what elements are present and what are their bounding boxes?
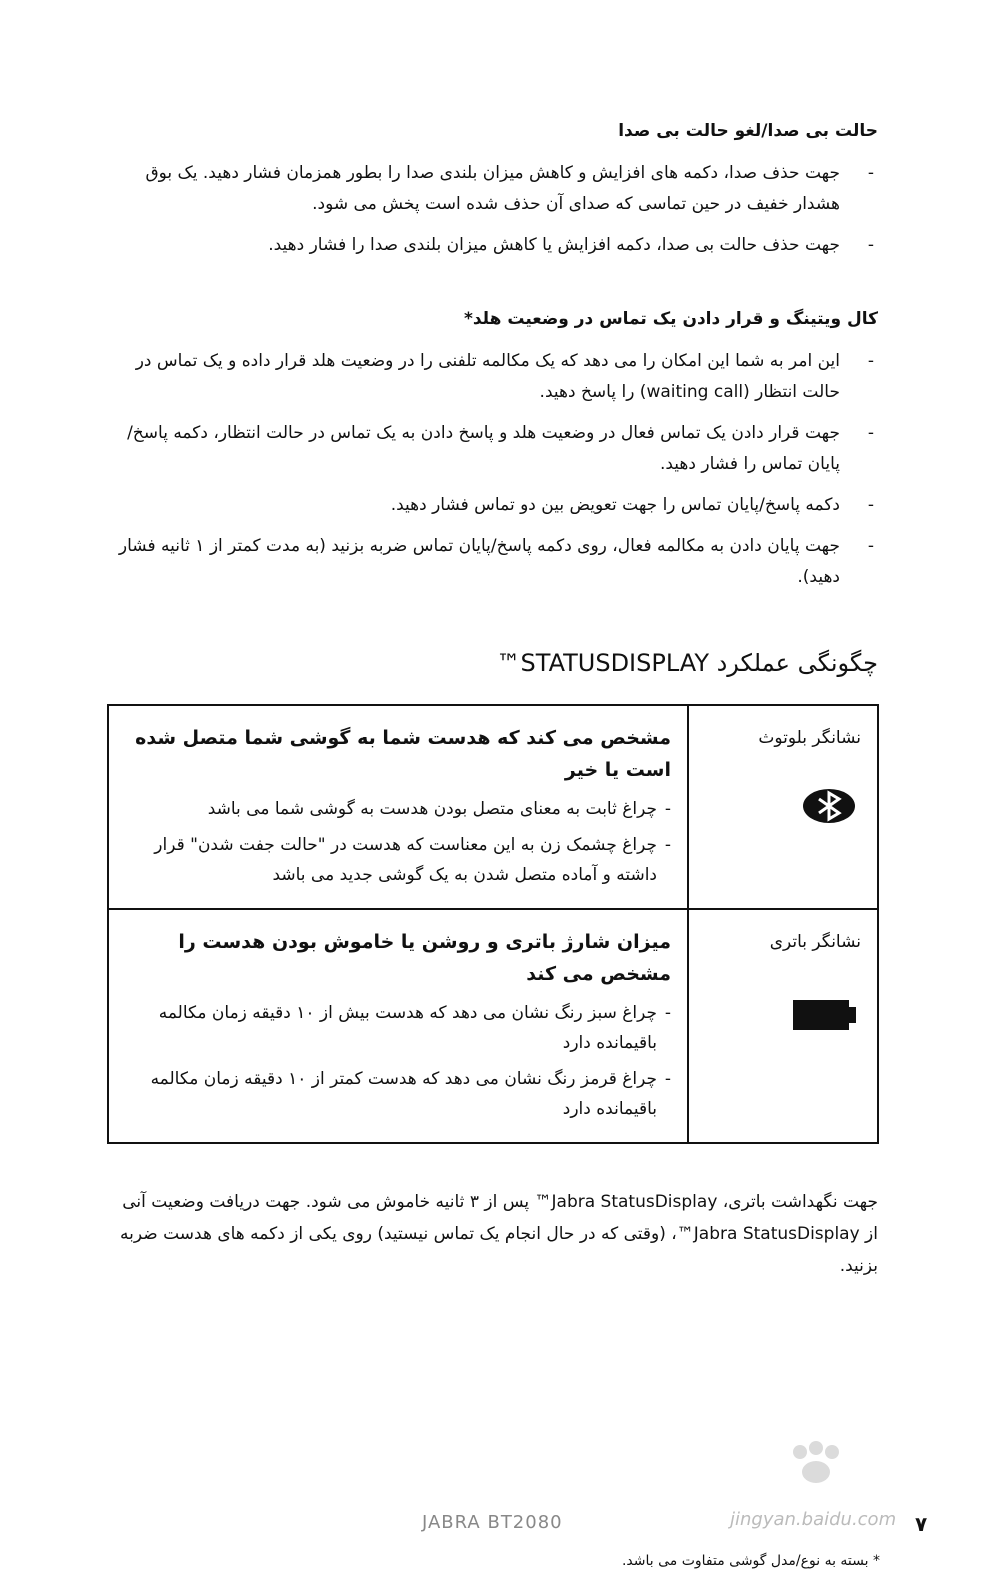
call-waiting-bullet-list — [108, 346, 878, 593]
table-row — [108, 909, 878, 1143]
list-item: - چراغ ثابت به معنای متصل بودن هدست به گوشی شما می باشد — [123, 794, 671, 824]
statusdisplay-title: چگونگی عملکرد STATUSDISPLAY™ — [496, 649, 878, 677]
battery-save-paragraph: جهت نگهداشت باتری، Jabra StatusDisplay™ پس از ۳ ثانیه خاموش می شود. جهت دریافت وضعیت آنی از Jabra StatusDisplay™، (وقتی که در حال انجام یک تماس نیستید) روی یکی از دکمه های هدست ضربه بزنید. — [120, 1192, 878, 1276]
mute-section — [108, 118, 878, 271]
mute-bullet-list — [108, 158, 878, 261]
bluetooth-desc-cell — [108, 705, 688, 909]
list-item: - چراغ قرمز رنگ نشان می دهد که هدست کمتر از ۱۰ دقیقه زمان مکالمه باقیمانده دارد — [123, 1064, 671, 1124]
table-row — [108, 705, 878, 909]
battery-desc-cell — [108, 909, 688, 1143]
battery-desc-title: میزان شارژ باتری و روشن یا خاموش بودن هدست را مشخص می کند — [178, 931, 671, 985]
list-item: - جهت حذف حالت بی صدا، دکمه افزایش یا کاهش میزان بلندی صدا را فشار دهید. — [108, 230, 878, 261]
call-waiting-section — [108, 306, 878, 603]
bluetooth-indicator-label: نشانگر بلوتوث — [758, 728, 861, 748]
list-item: - دکمه پاسخ/پایان تماس را جهت تعویض بین دو تماس فشار دهید. — [108, 490, 878, 521]
list-item: - چراغ سبز رنگ نشان می دهد که هدست بیش از ۱۰ دقیقه زمان مکالمه باقیمانده دارد — [123, 998, 671, 1058]
bluetooth-label-cell — [688, 705, 878, 909]
battery-desc-list — [123, 998, 671, 1124]
list-item: - جهت قرار دادن یک تماس فعال در وضعیت هلد و پاسخ دادن به یک تماس در حالت انتظار، دکمه پاسخ/پایان تماس را فشار دهید. — [108, 418, 878, 480]
watermark-url: jingyan.baidu.com — [730, 1509, 897, 1530]
list-item: - جهت حذف صدا، دکمه های افزایش و کاهش میزان بلندی صدا را بطور همزمان فشار دهید. یک بوق هشدار خفیف در حین تماسی که صدای آن حذف شده است پخش می شود. — [108, 158, 878, 220]
list-item: - چراغ چشمک زن به این معناست که هدست در "حالت جفت شدن" قرار داشته و آماده متصل شدن به یک گوشی جدید می باشد — [123, 830, 671, 890]
battery-indicator-label: نشانگر باتری — [769, 932, 861, 952]
battery-label-cell — [688, 909, 878, 1143]
footer-brand: JABRA BT2080 — [422, 1512, 563, 1533]
bluetooth-desc-list — [123, 794, 671, 890]
mute-heading: حالت بی صدا/لغو حالت بی صدا — [618, 121, 878, 141]
battery-icon — [793, 998, 857, 1032]
list-item: - جهت پایان دادن به مکالمه فعال، روی دکمه پاسخ/پایان تماس ضربه بزنید (به مدت کمتر از ۱ ثانیه فشار دهید). — [108, 531, 878, 593]
bluetooth-icon — [801, 788, 857, 824]
footnote: * بسته به نوع/مدل گوشی متفاوت می باشد. — [621, 1553, 880, 1569]
page-number: ۷ — [915, 1512, 928, 1536]
call-waiting-heading: کال ویتینگ و قرار دادن یک تماس در وضعیت هلد* — [463, 309, 878, 329]
list-item: - این امر به شما این امکان را می دهد که یک مکالمه تلفنی را در وضعیت هلد قرار داده و یک تماس در حالت انتظار (waiting call) را پاسخ دهید. — [108, 346, 878, 408]
bluetooth-desc-title: مشخص می کند که هدست شما به گوشی شما متصل شده است یا خیر — [135, 727, 671, 781]
statusdisplay-table — [107, 704, 879, 1144]
